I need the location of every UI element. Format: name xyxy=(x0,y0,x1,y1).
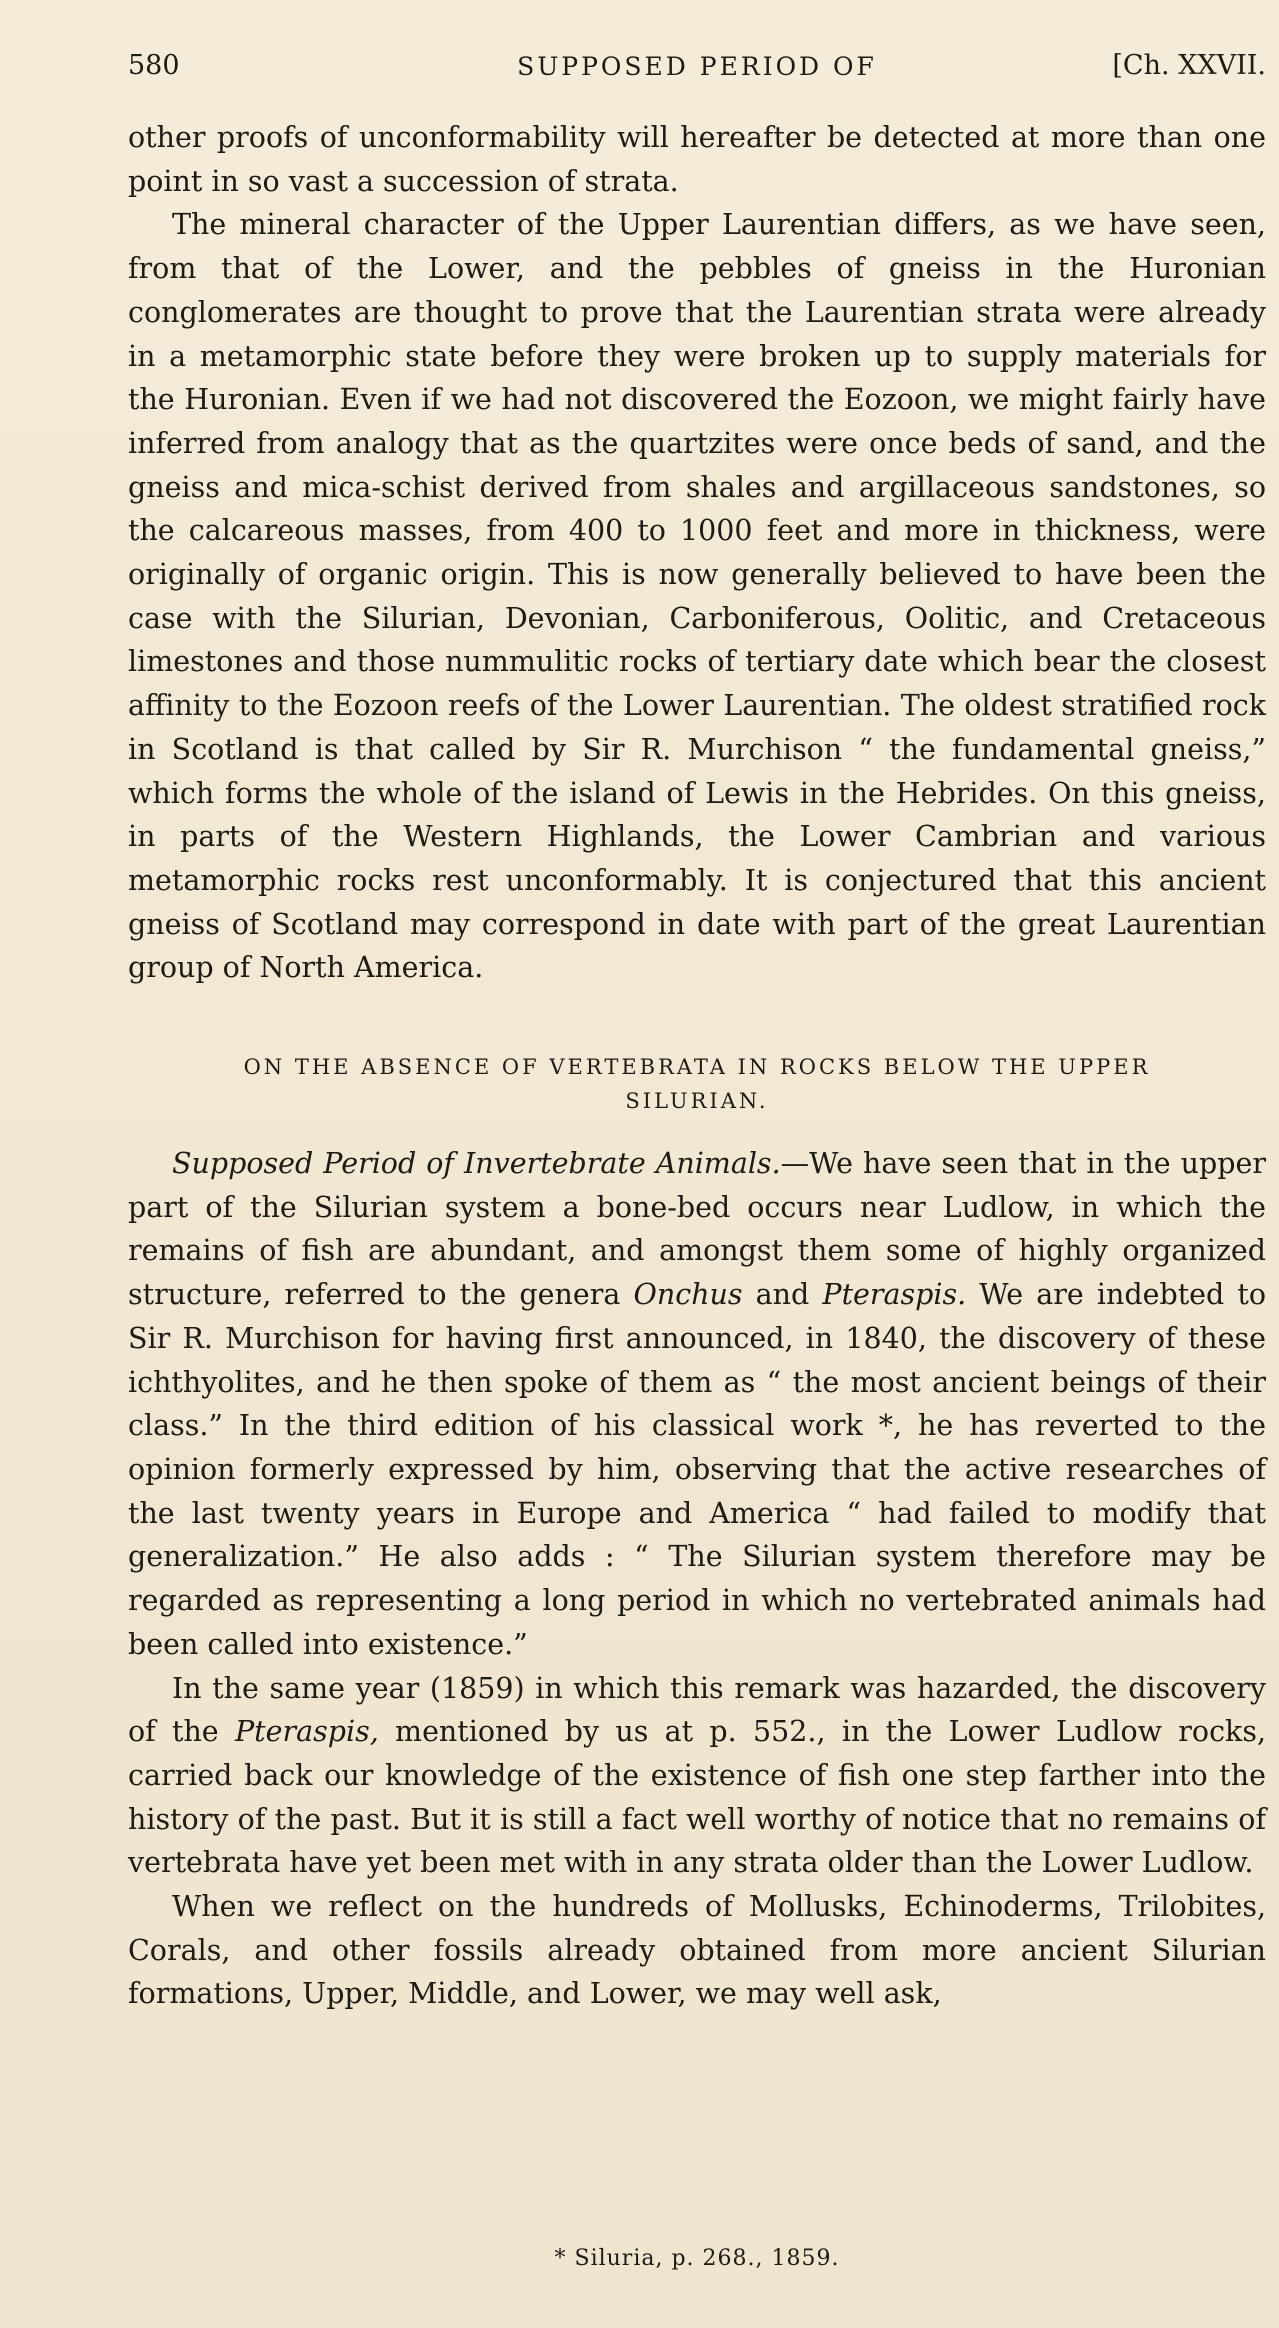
paragraph xyxy=(128,1142,1266,1666)
paragraph-text: and xyxy=(742,1278,823,1312)
paragraph: When we reflect on the hundreds of Mollusks, Echinoderms, Trilobites, Corals, and other fossils already obtained from more ancient Silurian formations, Upper, Middle, and Lower, we may well ask, xyxy=(128,1890,1266,2011)
page-header xyxy=(128,50,1266,94)
running-title: SUPPOSED PERIOD OF xyxy=(517,52,877,81)
paragraph-lead-in: Supposed Period of Invertebrate Animals. xyxy=(172,1147,781,1181)
section-heading xyxy=(128,1050,1266,1118)
chapter-reference: [Ch. XXVII. xyxy=(1112,50,1266,81)
paragraph: The mineral character of the Upper Laurentian differs, as we have seen, from that of the Lower, and the pebbles of gneiss in the Huronian conglomerates are thought to prove that the Laurentian strata were already in a metamorphic state before they were broken up to supply materials for the Huronian. Even if we had not discovered the Eozoon, we might fairly have inferred from analogy that as the quartzites were once beds of sand, and the gneiss and mica-schist derived from shales and argillaceous sandstones, so the calcareous masses, from 400 to 1000 feet and more in thickness, were originally of organic origin. This is now generally believed to have been the case with the Silurian, Devonian, Carboniferous, Oolitic, and Cretaceous limestones and those nummulitic rocks of tertiary date which bear the closest affinity to the Eozoon reefs of the Lower Laurentian. The oldest stratified rock in Scotland is that called by Sir R. Murchison “ the fundamental gneiss,” which forms the whole of the island of Lewis in the Hebrides. On this gneiss, in parts of the Western Highlands, the Lower Cambrian and various metamorphic rocks rest unconformably. It is conjectured that this ancient gneiss of Scotland may correspond in date with part of the great Laurentian group of North America. xyxy=(128,208,1266,985)
page-number: 580 xyxy=(128,50,180,81)
section-heading-line: ON THE ABSENCE OF VERTEBRATA IN ROCKS BELOW THE UPPER xyxy=(243,1055,1151,1080)
section-heading-line: SILURIAN. xyxy=(625,1089,769,1114)
body-text xyxy=(128,116,1266,2016)
footnote: * Siluria, p. 268., 1859. xyxy=(554,2246,840,2271)
genus-name: Pteraspis, xyxy=(234,1715,379,1749)
paragraph-text: mentioned by us at p. 552., in the Lower Ludlow rocks, carried back our knowledge of the existence of fish one step farther into the history of the past. But it is still a fact well worthy of notice that no remains of vertebrata have yet been met with in any strata older than the Lower Ludlow. xyxy=(128,1715,1267,1880)
paragraph-text: —We have seen that in the upper part of the Silurian system a bone-bed occurs near Ludlow, in which the remains of fish are abundant, and amongst them some of highly organized structure, referred to the genera xyxy=(128,1147,1266,1312)
genus-name: Pteraspis. xyxy=(822,1278,967,1312)
paragraph xyxy=(128,1667,1266,1886)
paragraph-text: In the same year (1859) in which this remark was hazarded, the discovery of the xyxy=(128,1671,1266,1749)
paragraph-text: We are indebted to Sir R. Murchison for having first announced, in 1840, the discovery of these ichthyolites, and he then spoke of them as “ the most ancient beings of their class.” In the third edition of his classical work *, he has reverted to the opinion formerly expressed by him, observing that the active researches of the last twenty years in Europe and America “ had failed to modify that generalization.” He also adds : “ The Silurian system therefore may be regarded as representing a long period in which no vertebrated animals had been called into existence.” xyxy=(128,1278,1266,1661)
paragraph: other proofs of unconformability will hereafter be detected at more than one point in so vast a succession of strata. xyxy=(128,121,1266,198)
genus-name: Onchus xyxy=(633,1278,743,1312)
